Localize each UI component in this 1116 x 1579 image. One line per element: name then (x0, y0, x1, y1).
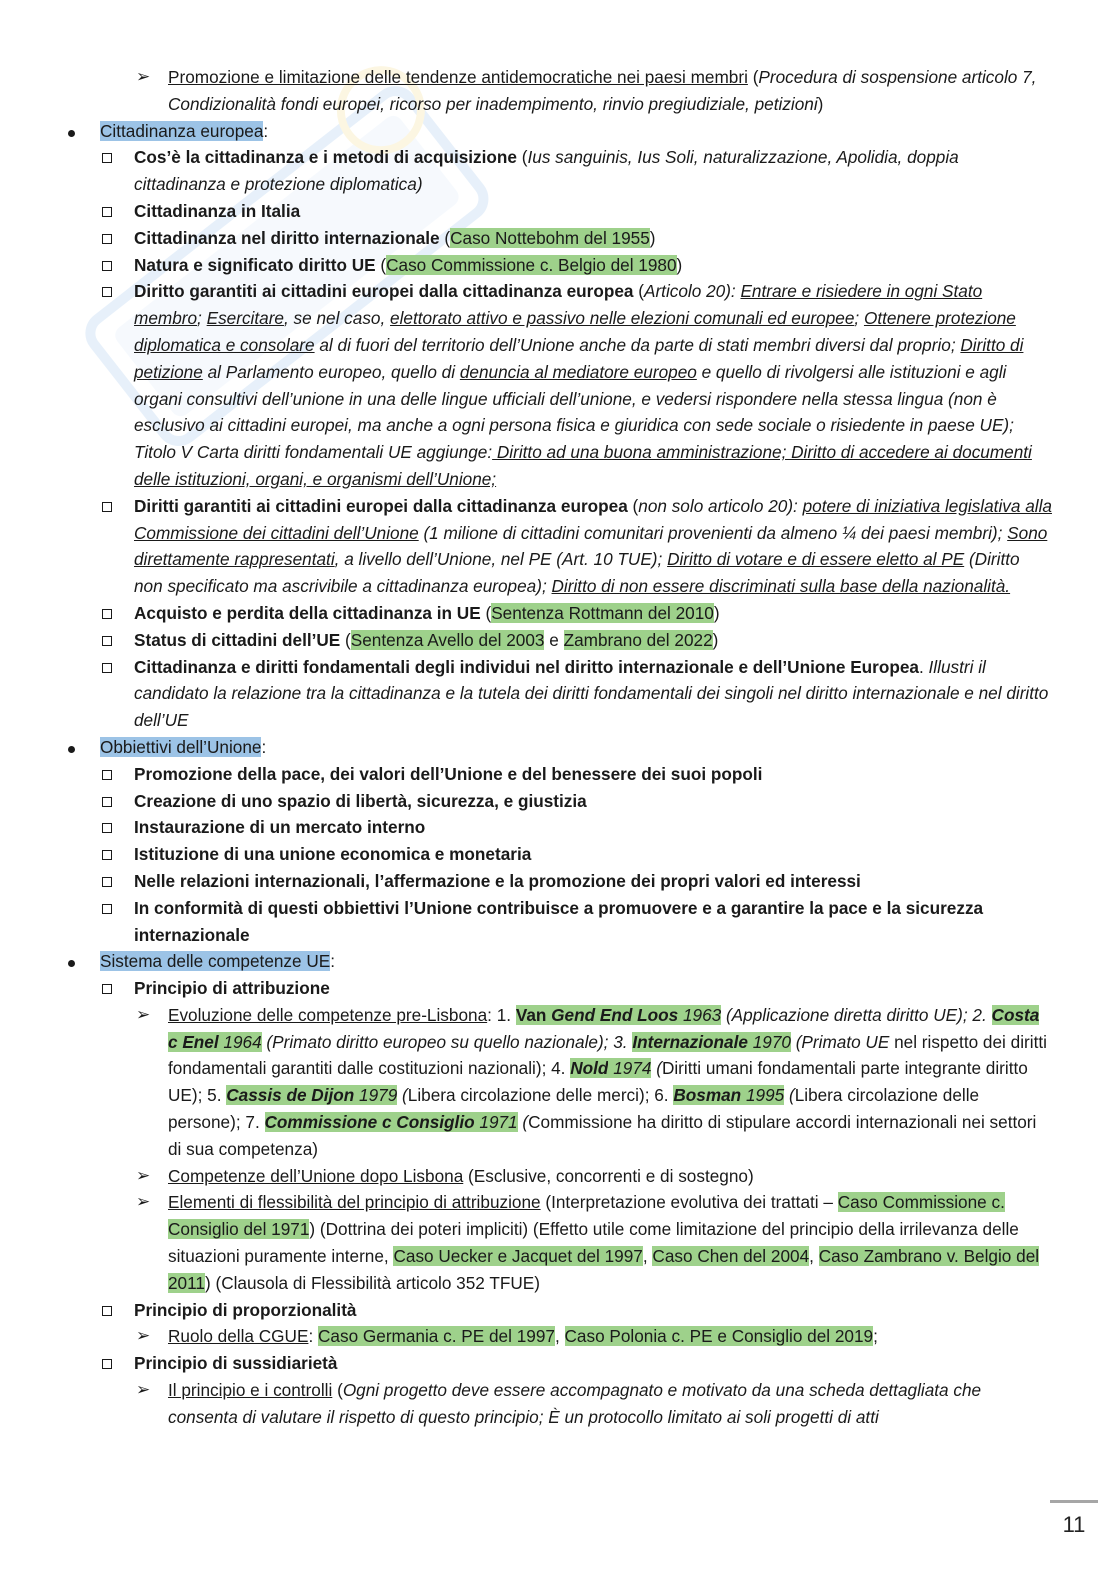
text-run: Diritto di votare e di essere eletto al PE (667, 549, 965, 570)
text-run: Sistema delle competenze UE (100, 951, 331, 972)
text-run: ( (784, 1085, 795, 1106)
text-run: 1995 (741, 1085, 785, 1106)
text-run: Instaurazione di un mercato interno (134, 817, 426, 838)
topic-item (0, 814, 1116, 841)
text-run: Natura e significato diritto UE (134, 254, 376, 275)
text-run: ) (712, 629, 719, 650)
text-run: ( (747, 67, 759, 87)
bullet-square-icon (101, 627, 112, 654)
text-run: Caso Commissione c. Consiglio del 1971 (168, 1192, 1005, 1240)
text-run: Ruolo della CGUE (168, 1326, 309, 1347)
subtopic-item (0, 1377, 1116, 1431)
text-run: Cassis de Dijon (226, 1085, 355, 1106)
text-run: : (308, 1326, 318, 1347)
text-run: 1974 (608, 1058, 652, 1079)
text-run: Cittadinanza europea (100, 120, 264, 141)
text-run: ( (651, 1058, 662, 1079)
text-run: Cittadinanza nel diritto internazionale (134, 227, 440, 248)
text-run: . (918, 656, 929, 677)
bullet-square-icon (101, 895, 112, 922)
text-run: Zambrano del 2022 (563, 629, 713, 650)
text-run: Competenze dell’Unione dopo Lisbona (168, 1165, 464, 1186)
topic-item (0, 225, 1116, 252)
text-run: Entrare e risiedere in ogni Stato membro (134, 281, 983, 329)
text-run: Procedura di sospensione articolo 7, Condizionalità fondi europei, ricorso per inadempimento, rinvio pregiudiziale, petizioni (168, 67, 1037, 114)
text-run: Diritto di petizione (134, 334, 1024, 382)
text-run: Commissione c Consiglio (264, 1112, 475, 1133)
section-heading (0, 734, 1116, 761)
subtopic-item (0, 1163, 1116, 1190)
text-run: Istituzione di una unione economica e monetaria (134, 844, 532, 865)
text-run: Sentenza Avello del 2003 (350, 629, 545, 650)
text-run: al Parlamento europeo, quello di (202, 361, 460, 382)
bullet-square-icon (101, 1350, 112, 1377)
text-run: non solo articolo 20): (638, 495, 803, 516)
topic-item (0, 198, 1116, 225)
text-run: ) (713, 602, 720, 623)
text-run: ( (439, 227, 451, 248)
text-run: ; (854, 308, 864, 329)
text-run: Gend End Loos (551, 1004, 679, 1025)
text-run: Diritto ad una buona amministrazione; Diritto di accedere ai documenti delle istituzioni, organi, e organismi dell’Unione; (134, 442, 1032, 489)
text-run: , (809, 1246, 819, 1267)
text-run: ) (676, 254, 683, 275)
text-run: (Primato UE (790, 1031, 890, 1052)
bullet-square-icon (101, 252, 112, 279)
bullet-dot-icon (66, 734, 75, 761)
text-run: Ogni progetto deve essere accompagnato e motivato da una scheda dettagliata che consenta di valutare il rispetto di questo principio; È un protocollo limitato ai soli progetti di atti (168, 1380, 982, 1427)
bullet-square-icon (101, 144, 112, 171)
text-run: Internazionale (632, 1031, 748, 1052)
bullet-square-icon (101, 814, 112, 841)
text-run: Obbiettivi dell’Unione (100, 736, 262, 757)
text-run: 1971 (474, 1112, 518, 1133)
bullet-square-icon (101, 761, 112, 788)
bullet-square-icon (101, 600, 112, 627)
topic-item (0, 788, 1116, 815)
text-run: ) (Dottrina dei poteri impliciti) (Effetto utile come limitazione del principio della irrilevanza delle situazioni puramente interne, (168, 1219, 1019, 1267)
topic-item (0, 761, 1116, 788)
text-run: : 1. (487, 1004, 516, 1025)
text-run: Evoluzione delle competenze pre-Lisbona (168, 1004, 488, 1025)
text-run: Caso Chen del 2004 (652, 1246, 810, 1267)
text-run: ) (649, 227, 656, 248)
bullet-square-icon (101, 654, 112, 681)
text-run: Libera circolazione delle persone); 7. (168, 1085, 980, 1133)
text-run: Caso Uecker e Jacquet del 1997 (393, 1246, 643, 1267)
text-run: potere di iniziativa legislativa alla Commissione dei cittadini dell’Unione (134, 495, 1052, 543)
bullet-arrow-icon: ➢ (136, 1192, 151, 1212)
text-run: ( (627, 495, 639, 516)
text-run: Caso Nottebohm del 1955 (450, 227, 650, 248)
topic-item (0, 1350, 1116, 1377)
text-run: : (330, 951, 336, 972)
text-run: ; (197, 308, 207, 329)
text-run: Diritti garantiti ai cittadini europei dalla cittadinanza europea (134, 495, 628, 516)
bullet-dot-icon (66, 948, 75, 975)
text-run: Caso Polonia c. PE e Consiglio del 2019 (564, 1326, 874, 1347)
bullet-square-icon (101, 278, 112, 305)
text-run: Cittadinanza in Italia (134, 200, 301, 221)
bullet-square-icon (101, 493, 112, 520)
text-run: , se nel caso, (283, 308, 391, 329)
section-heading (0, 118, 1116, 145)
topic-item (0, 144, 1116, 198)
text-run: Articolo 20): (643, 281, 741, 302)
text-run: ( (516, 147, 528, 168)
document-body (0, 64, 1116, 1431)
text-run: Nold (570, 1058, 609, 1079)
text-run: elettorato attivo e passivo nelle elezioni comunali ed europee (390, 308, 855, 329)
text-run: Caso Commissione c. Belgio del 1980 (386, 254, 677, 275)
bullet-square-icon (101, 1297, 112, 1324)
text-run: : (263, 120, 269, 141)
text-run: ( (517, 1112, 529, 1133)
text-run: ) (Clausola di Flessibilità articolo 352 TFUE) (204, 1272, 540, 1293)
text-run: al di fuori del territorio dell’Unione anche da parte di stati membri diversi dal proprio; (314, 334, 961, 355)
text-run: Sentenza Rottmann del 2010 (491, 602, 714, 623)
text-run: Ottenere protezione diplomatica e consolare (134, 308, 1016, 355)
text-run: Libera circolazione delle merci); 6. (407, 1085, 674, 1106)
text-run: Promozione e limitazione delle tendenze antidemocratiche nei paesi membri (168, 67, 748, 87)
subtopic-item (0, 1323, 1116, 1350)
text-run: Sono direttamente rappresentati (134, 522, 1048, 570)
text-run: denuncia al mediatore europeo (459, 361, 697, 382)
text-run: (Esclusive, concorrenti e di sostegno) (463, 1165, 754, 1186)
bullet-arrow-icon: ➢ (136, 1165, 151, 1185)
topic-item (0, 868, 1116, 895)
text-run: Status di cittadini dell’UE (134, 629, 341, 650)
bullet-square-icon (101, 788, 112, 815)
bullet-arrow-icon: ➢ (136, 1326, 151, 1346)
text-run: e (544, 629, 564, 650)
text-run: Ius sanguinis, Ius Soli, naturalizzazione, Apolidia, doppia cittadinanza e protezione diplomatica) (134, 147, 959, 195)
text-run: 1970 (747, 1031, 791, 1052)
text-run: Principio di proporzionalità (134, 1299, 357, 1320)
text-run: 1963 (678, 1004, 722, 1025)
text-run: ( (340, 629, 351, 650)
text-run: Cos’è la cittadinanza e i metodi di acquisizione (134, 147, 517, 168)
section-heading (0, 948, 1116, 975)
text-run: Creazione di uno spazio di libertà, sicurezza, e giustizia (134, 790, 587, 811)
topic-item (0, 841, 1116, 868)
bullet-arrow-icon: ➢ (136, 1004, 151, 1024)
topic-item (0, 252, 1116, 279)
topic-item (0, 975, 1116, 1002)
topic-item (0, 278, 1116, 492)
text-run: (Interpretazione evolutiva dei trattati – (540, 1192, 838, 1213)
bullet-square-icon (101, 198, 112, 225)
text-run: In conformità di questi obbiettivi l’Unione contribuisce a promuovere e a garantire la pace e la sicurezza internazionale (134, 897, 984, 945)
text-run: Costa c Enel (168, 1004, 1040, 1052)
bullet-square-icon (101, 975, 112, 1002)
text-run: Diritto garantiti ai cittadini europei dalla cittadinanza europea (134, 281, 634, 302)
text-run: : (261, 736, 267, 757)
text-run: ( (633, 281, 644, 302)
text-run: Promozione della pace, dei valori dell’Unione e del benessere dei suoi popoli (134, 763, 763, 784)
text-run: (Diritto non specificato ma ascrivibile a cittadinanza europea); (134, 549, 1020, 597)
text-run: e quello di rivolgersi alle istituzioni e agli organi consultivi dell’unione in una delle lingue ufficiali dell’unione, e vedersi rispondere nella stessa lingua (non è esclusivo ai cittadini europei, ma anche a ogni persona fisica e giuridica con sede sociale o risiedente in paese UE); Titolo V Carta diritti fondamentali UE aggiunge: (134, 361, 1014, 463)
text-run: Caso Zambrano v. Belgio del 2011 (168, 1246, 1040, 1293)
topic-item (0, 1297, 1116, 1324)
bullet-dot-icon (66, 118, 75, 145)
text-run: Diritti umani fondamentali parte integrante diritto UE); 5. (168, 1058, 1028, 1106)
text-run: Il principio e i controlli (168, 1380, 333, 1401)
text-run: Nelle relazioni internazionali, l’affermazione e la promozione dei propri valori ed interessi (134, 870, 861, 891)
topic-item (0, 654, 1116, 734)
topic-item (0, 493, 1116, 600)
text-run: (1 milione di cittadini comunitari provenienti da almeno ¼ dei paesi membri); (418, 522, 1008, 543)
text-run: Commissione ha diritto di stipulare accordi internazionali nei settori di sua competenza) (168, 1112, 1037, 1159)
bullet-square-icon (101, 868, 112, 895)
text-run: , (642, 1246, 653, 1267)
text-run: , a livello dell’Unione, nel PE (Art. 10 TUE); (334, 549, 668, 570)
bullet-arrow-icon: ➢ (136, 67, 151, 86)
bullet-arrow-icon: ➢ (136, 1380, 151, 1400)
text-run: (Primato diritto europeo su quello nazionale); 3. (261, 1031, 633, 1052)
text-run: Bosman (673, 1085, 742, 1106)
subtopic-item (0, 1002, 1116, 1163)
text-run: Caso Germania c. PE del 1997 (318, 1326, 555, 1347)
text-run: ( (332, 1380, 343, 1401)
text-run: Esercitare (206, 308, 284, 329)
text-run: (Applicazione diretta diritto UE); 2. (721, 1004, 992, 1025)
text-run: ; (873, 1326, 878, 1347)
topic-item (0, 627, 1116, 654)
page-number: 11 (1050, 1500, 1098, 1547)
text-run: Principio di attribuzione (134, 978, 330, 999)
topic-item (0, 600, 1116, 627)
text-run: Acquisto e perdita della cittadinanza in UE (134, 602, 481, 623)
text-run: 1979 (354, 1085, 398, 1106)
text-run: ( (375, 254, 387, 275)
text-run: Principio di sussidiarietà (134, 1353, 338, 1374)
text-run: Elementi di flessibilità del principio di attribuzione (168, 1192, 541, 1213)
topic-item (0, 895, 1116, 949)
text-run: Diritto di non essere discriminati sulla base della nazionalità. (551, 576, 1011, 597)
text-run: 1964 (218, 1031, 262, 1052)
text-run: , (554, 1326, 565, 1347)
text-run: ( (480, 602, 492, 623)
text-run: Van (515, 1004, 552, 1025)
text-run: nel rispetto dei diritti fondamentali garantiti dalle costituzioni nazionali); 4. (168, 1031, 1047, 1079)
bullet-square-icon (101, 841, 112, 868)
subtopic-item (0, 1189, 1116, 1296)
text-run: Cittadinanza e diritti fondamentali degli individui nel diritto internazionale e dell’Unione Europea (134, 656, 919, 677)
text-run: Illustri il candidato la relazione tra la cittadinanza e la tutela dei diritti fondamentali dei singoli nel diritto internazionale e nel diritto dell’UE (134, 656, 1049, 731)
subtopic-item (0, 64, 1116, 118)
text-run: ) (817, 93, 824, 114)
bullet-square-icon (101, 225, 112, 252)
text-run: ( (397, 1085, 408, 1106)
